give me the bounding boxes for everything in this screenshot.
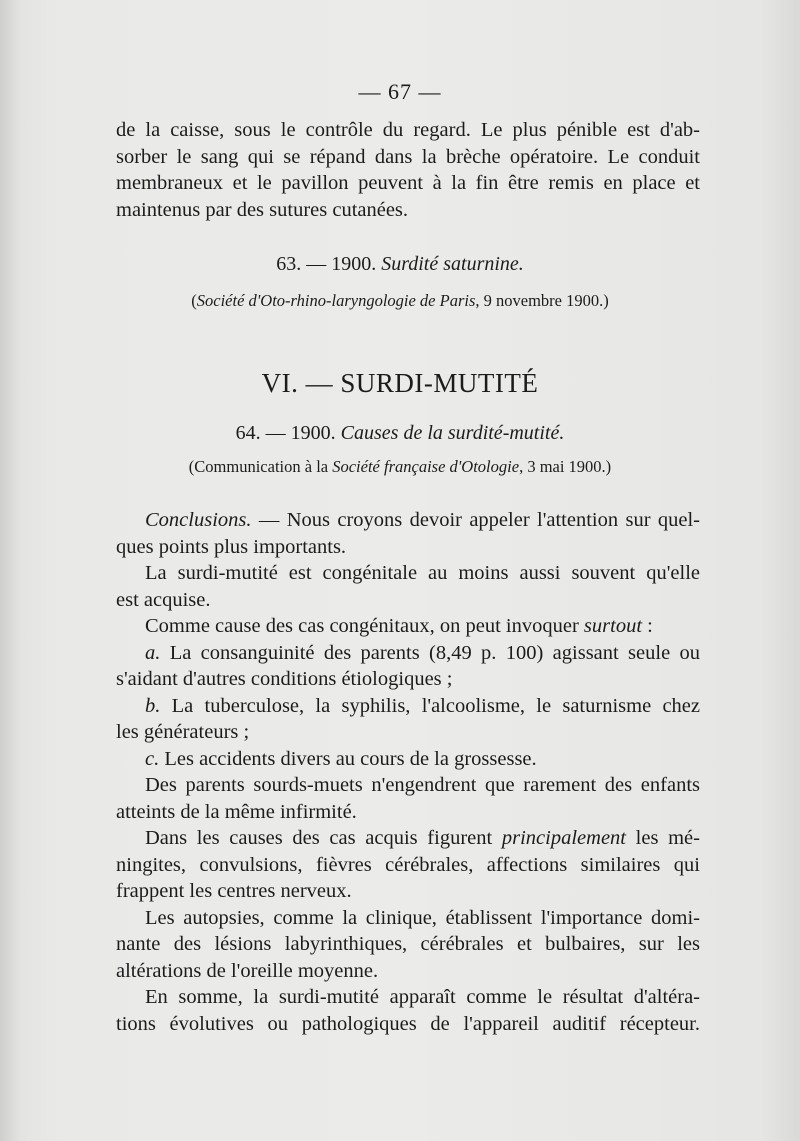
text-line: [116, 613, 700, 640]
text-span: les mé-: [626, 827, 700, 849]
text-line: ningites, convulsions, fièvres cérébrales, affections similaires qui: [116, 853, 700, 876]
text-span: La tuberculose, la syphilis, l'alcoolisme, le saturnisme chez: [160, 694, 700, 717]
text-line: ques points plus importants.: [116, 535, 347, 558]
list-label-a: a.: [145, 641, 161, 664]
list-item-c: [116, 746, 700, 773]
entry-64-heading: [0, 422, 800, 445]
entry-64-date: , 3 mai 1900.): [519, 457, 612, 476]
text-line: maintenus par des sutures cutanées.: [116, 198, 409, 221]
text-span: :: [642, 615, 653, 637]
entry-64-source: [0, 457, 800, 477]
list-item-a: [116, 640, 700, 667]
list-label-c: c.: [145, 747, 160, 770]
text-line: est acquise.: [116, 588, 211, 611]
body-text: [116, 507, 700, 1037]
list-item-b: [116, 693, 700, 720]
text-line: altérations de l'oreille moyenne.: [116, 959, 379, 982]
entry-63-society: Société d'Oto-rhino-laryngologie de Paris: [196, 291, 476, 310]
entry-63-heading: [0, 253, 800, 276]
text-line: Des parents sourds-muets n'engendrent que rarement des enfants: [145, 774, 700, 796]
paragraph-conclusions-line: [116, 507, 700, 534]
emphasis: principalement: [501, 827, 626, 849]
text-line: nante des lésions labyrinthiques, cérébrales et bulbaires, sur les: [116, 933, 700, 955]
text-line: membraneux et le pavillon peuvent à la fin être remis en place et: [116, 172, 700, 194]
entry-63-date: , 9 novembre 1900.): [475, 291, 609, 310]
text-line: les générateurs ;: [116, 721, 250, 743]
conclusions-label: Conclusions.: [145, 509, 252, 531]
entry-64-title: Causes de la surdité-mutité.: [340, 422, 565, 444]
text-line: sorber le sang qui se répand dans la brèche opératoire. Le conduit: [116, 145, 700, 168]
text-span: — Nous croyons devoir appeler l'attention sur quel-: [251, 509, 700, 531]
entry-64-source-prefix: (Communication à la: [188, 457, 333, 476]
list-label-b: b.: [145, 694, 161, 717]
text-line: tions évolutives ou pathologiques de l'appareil auditif récepteur.: [116, 1012, 700, 1035]
entry-63-title: Surdité saturnine.: [381, 253, 524, 275]
entry-63-number: 63. — 1900.: [276, 253, 377, 275]
text-span: Les accidents divers au cours de la grossesse.: [159, 747, 537, 770]
text-line: atteints de la même infirmité.: [116, 800, 357, 823]
top-paragraph: [116, 117, 700, 223]
text-span: Dans les causes des cas acquis figurent: [145, 827, 502, 849]
emphasis: surtout: [583, 615, 643, 637]
entry-64-number: 64. — 1900.: [235, 422, 336, 444]
entry-64-society: Société française d'Otologie: [332, 457, 520, 476]
text-line: La surdi-mutité est congénitale au moins aussi souvent qu'elle: [145, 562, 700, 584]
text-span: Comme cause des cas congénitaux, on peut invoquer: [145, 615, 584, 637]
section-title: VI. — SURDI-MUTITÉ: [261, 368, 539, 398]
text-line: s'aidant d'autres conditions étiologiques ;: [116, 668, 453, 690]
text-line: [116, 825, 700, 852]
text-line: En somme, la surdi-mutité apparaît comme le résultat d'altéra-: [145, 986, 700, 1008]
text-line: Les autopsies, comme la clinique, établissent l'importance domi-: [145, 906, 700, 929]
text-line: frappent les centres nerveux.: [116, 880, 352, 902]
text-line: de la caisse, sous le contrôle du regard. Le plus pénible est d'ab-: [116, 119, 700, 141]
page-number: — 67 —: [358, 79, 442, 104]
entry-63-source-open: (: [191, 291, 197, 310]
entry-63-source: [0, 291, 800, 311]
text-span: La consanguinité des parents (8,49 p. 100) agissant seule ou: [160, 641, 700, 664]
